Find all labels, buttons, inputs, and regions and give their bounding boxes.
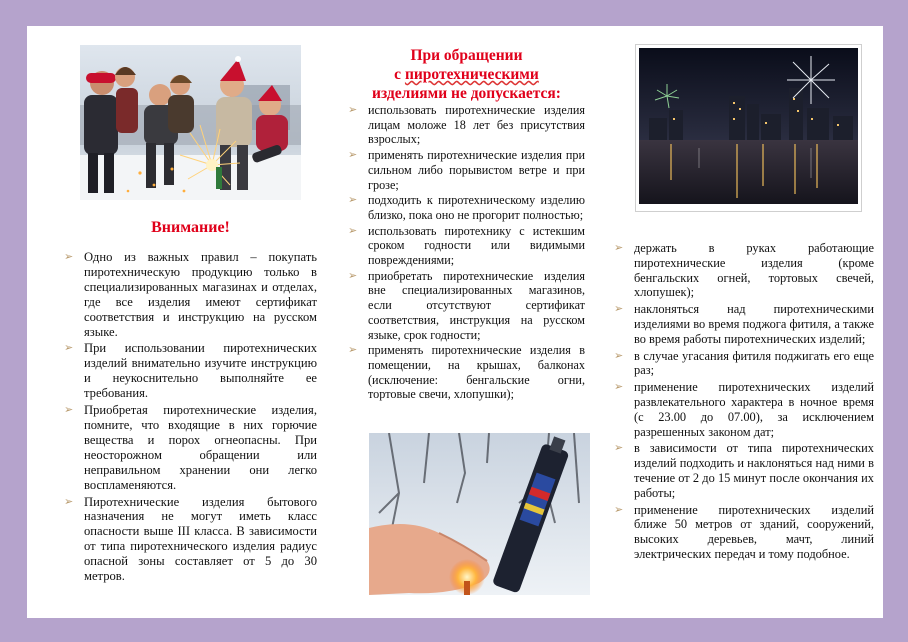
list-item: ➢ наклоняться над пиротехническими изделиями во время поджога фитиля, а также во время работы пиротехнических изделий; [614,302,874,346]
arrow-bullet-icon: ➢ [348,103,358,116]
arrow-bullet-icon: ➢ [64,250,74,263]
arrow-bullet-icon: ➢ [64,403,74,417]
attention-heading: Внимание! [151,219,230,236]
list-item: ➢ применение пиротехнических изделий ближе 50 метров от зданий, сооружений, высоких деревьев, мачт, линий электрических передач и тому подобное. [614,502,874,561]
arrow-bullet-icon: ➢ [348,223,358,237]
prohibited-list-continued [614,241,874,562]
photo-city-fireworks [635,44,862,212]
photo-people-with-sparklers [80,45,301,200]
arrow-bullet-icon: ➢ [614,302,624,316]
arrow-bullet-icon: ➢ [614,502,624,516]
arrow-bullet-icon: ➢ [614,348,624,362]
list-item: ➢ в зависимости от типа пиротехнических изделий подходить и наклоняться над ними в течение от 2 до 15 минут после окончания их работы; [614,441,874,500]
arrow-bullet-icon: ➢ [614,241,624,254]
list-item: ➢ применение пиротехнических изделий развлекательного характера в ночное время (с 23.00 до 07.00), за исключением разрешенных законом дат; [614,380,874,439]
arrow-bullet-icon: ➢ [348,148,358,162]
list-item: ➢ использовать пиротехнические изделия лицам моложе 18 лет без присутствия взрослых; [348,103,585,147]
prohibited-list [348,103,585,402]
list-item: ➢ держать в руках работающие пиротехнические изделия (кроме бенгальских огней, тортовых свечей, хлопушек); [614,241,874,300]
list-item: ➢ Одно из важных правил – покупать пиротехническую продукцию только в специализированных магазинах и отделах, где все изделия имеют сертификат соответствия и инструкцию на русском языке. [64,250,317,339]
list-item: ➢ При использовании пиротехнических изделий внимательно изучите инструкцию и неукоснительно выполняйте ее требования. [64,341,317,401]
arrow-bullet-icon: ➢ [614,380,624,394]
arrow-bullet-icon: ➢ [614,441,624,455]
right-column [614,241,874,562]
list-item: ➢ приобретать пиротехнические изделия вне специализированных магазинов, если отсутствуют сертификат соответствия, инструкция на русском языке, срок годности; [348,268,585,342]
list-item: ➢ применять пиротехнические изделия в помещении, на крышах, балконах (исключение: бенгальские огни, тортовые свечи, хлопушки); [348,343,585,402]
prohibited-heading: При обращении с пиротехническими изделиями не допускается: [372,47,561,102]
attention-list [64,250,317,584]
list-item: ➢ Приобретая пиротехнические изделия, помните, что входящие в них горючие вещества и порох огнеопасны. При неосторожном обращении или неправильном хранении они легко воспламеняются. [64,403,317,492]
arrow-bullet-icon: ➢ [348,343,358,357]
brochure-page [27,26,883,618]
list-item: ➢ Пиротехнические изделия бытового назначения не могут иметь класс опасности выше III класса. В зависимости от типа пиротехнического изделия радиус опасной зоны составляет от 5 до 30 метров. [64,494,317,584]
list-item: ➢ в случае угасания фитиля поджигать его еще раз; [614,348,874,378]
left-column [64,218,317,584]
arrow-bullet-icon: ➢ [64,494,74,508]
arrow-bullet-icon: ➢ [64,341,74,355]
arrow-bullet-icon: ➢ [348,193,358,207]
list-item: ➢ применять пиротехнические изделия при сильном либо порывистом ветре и при грозе; [348,148,585,192]
list-item: ➢ подходить к пиротехническому изделию близко, пока оно не прогорит полностью; [348,193,585,222]
middle-column [348,46,585,402]
list-item: ➢ использовать пиротехнику с истекшим сроком годности или видимыми повреждениями; [348,223,585,268]
arrow-bullet-icon: ➢ [348,268,358,282]
photo-hand-lighting-firework [369,433,590,595]
